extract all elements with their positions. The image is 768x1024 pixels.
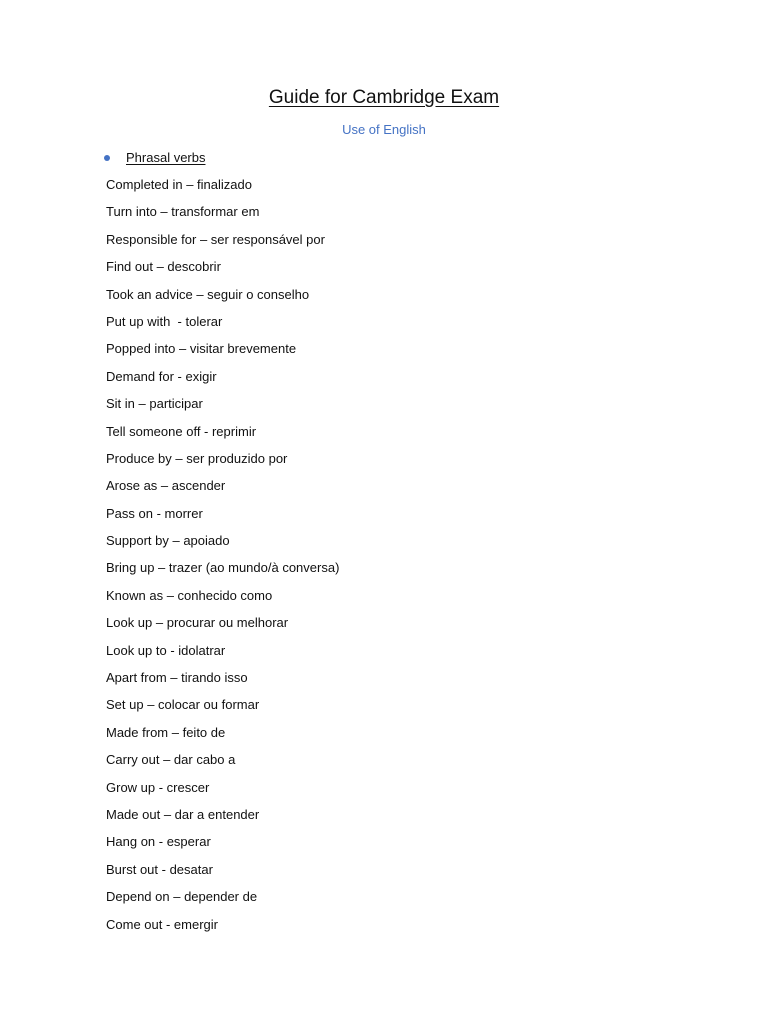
phrasal-verb-entry: Took an advice – seguir o conselho bbox=[106, 286, 310, 302]
phrasal-verb-entry: Find out – descobrir bbox=[106, 259, 221, 275]
document-subtitle: Use of English bbox=[342, 122, 426, 137]
phrasal-verb-entry: Bring up – trazer (ao mundo/à conversa) bbox=[106, 560, 340, 576]
phrasal-verb-entry: Pass on - morrer bbox=[106, 505, 203, 521]
phrasal-verb-list bbox=[106, 175, 339, 942]
phrasal-verb-entry: Known as – conhecido como bbox=[106, 587, 273, 603]
section-heading bbox=[104, 148, 205, 168]
phrasal-verb-entry: Made from – feito de bbox=[106, 724, 226, 740]
phrasal-verb-entry: Grow up - crescer bbox=[106, 779, 210, 795]
phrasal-verb-entry: Set up – colocar ou formar bbox=[106, 697, 260, 713]
phrasal-verb-entry: Put up with - tolerar bbox=[106, 313, 223, 329]
phrasal-verb-entry: Come out - emergir bbox=[106, 916, 218, 932]
phrasal-verb-entry: Carry out – dar cabo a bbox=[106, 752, 236, 768]
phrasal-verb-entry: Sit in – participar bbox=[106, 396, 203, 412]
phrasal-verb-entry: Support by – apoiado bbox=[106, 533, 230, 549]
phrasal-verb-entry: Demand for - exigir bbox=[106, 368, 217, 384]
phrasal-verb-entry: Produce by – ser produzido por bbox=[106, 450, 288, 466]
document-title: Guide for Cambridge Exam bbox=[268, 87, 500, 108]
phrasal-verb-entry: Hang on - esperar bbox=[106, 834, 211, 850]
phrasal-verb-entry: Responsible for – ser responsável por bbox=[106, 231, 325, 247]
phrasal-verb-entry: Popped into – visitar brevemente bbox=[106, 341, 297, 357]
section-heading-label: Phrasal verbs bbox=[126, 150, 206, 165]
phrasal-verb-entry: Completed in – finalizado bbox=[106, 177, 252, 192]
phrasal-verb-entry: Turn into – transformar em bbox=[106, 204, 260, 220]
phrasal-verb-entry: Look up – procurar ou melhorar bbox=[106, 615, 289, 631]
phrasal-verb-entry: Depend on – depender de bbox=[106, 889, 258, 905]
phrasal-verb-entry: Apart from – tirando isso bbox=[106, 670, 248, 686]
phrasal-verb-entry: Made out – dar a entender bbox=[106, 806, 260, 822]
phrasal-verb-entry: Burst out - desatar bbox=[106, 861, 213, 877]
phrasal-verb-entry: Look up to - idolatrar bbox=[106, 642, 226, 658]
bullet-icon bbox=[104, 155, 110, 161]
phrasal-verb-entry: Arose as – ascender bbox=[106, 478, 226, 494]
phrasal-verb-entry: Tell someone off - reprimir bbox=[106, 423, 257, 439]
